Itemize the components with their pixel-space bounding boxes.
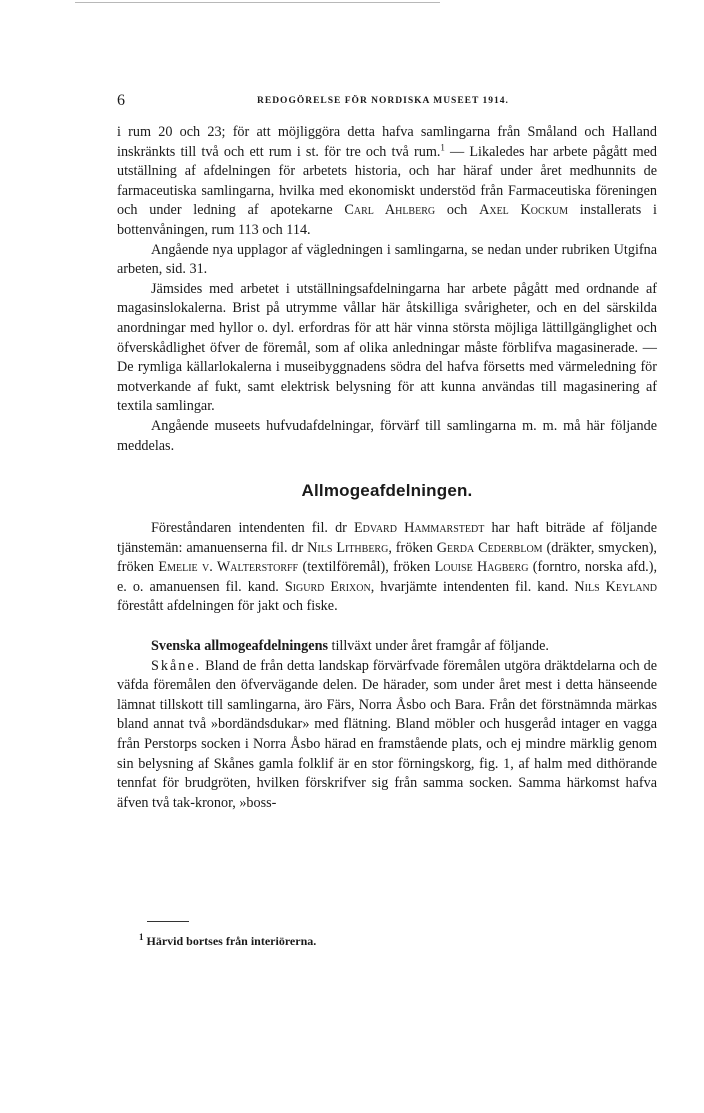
running-head: REDOGÖRELSE FÖR NORDISKA MUSEET 1914. — [257, 96, 509, 106]
paragraph-5-text: förestått afdelningen för jakt och fiske. — [117, 598, 338, 615]
footnote-mark: 1 — [139, 932, 144, 942]
footnote-text: Härvid bortses från interiörerna. — [143, 934, 317, 948]
paragraph-1 — [117, 123, 657, 241]
province-name: Skåne. — [151, 657, 202, 674]
top-edge-rule — [75, 2, 440, 3]
page-header — [117, 92, 657, 110]
spacer — [117, 456, 657, 480]
person-name: Emelie v. Walterstorff — [158, 559, 299, 576]
subheading-inline: Svenska allmogeafdelningens — [151, 638, 328, 655]
paragraph-5-text: (textilföremål), fröken — [298, 559, 435, 576]
paragraph-5-text: , hvarjämte intendenten fil. kand. — [370, 578, 575, 595]
footnote-rule — [147, 921, 189, 922]
footnote — [139, 934, 316, 948]
paragraph-6-text: tillväxt under året framgår af följande. — [327, 638, 549, 655]
person-name: Edvard Hammarstedt — [354, 520, 485, 537]
paragraph-3: Jämsides med arbetet i utställningsafdelningarna har arbete pågått med ordnande af magasinslokalerna. Brist på utrymme vållar här åtskilliga svårigheter, och en del särskilda anordningar med hyllor o. dyl. erfordras för att här vinna största möjliga lättillgänglighet och öfverskådlighet öfver de föremål, som af olika anledningar måste förblifva magasinerade. — De rymliga källarlokalerna i museibyggnadens södra del hafva försetts med värmeledning för motverkande af fukt, samt elektrisk belysning för att kunna användas till magasinering af textila samlingar. — [117, 280, 657, 415]
paragraph-5-text: Föreståndaren intendenten fil. dr — [151, 520, 355, 537]
person-name: Axel Kockum — [479, 202, 569, 219]
person-name: Carl Ahlberg — [344, 202, 436, 219]
paragraph-7-text: Bland de från detta landskap förvärfvade föremålen utgöra dräktdelarna och de väfda föremålen den öfvervägande delen. De härader, som under året mest i detta hänseende lämnat tillskott till samlingarna, äro Färs, Norra Åsbo och Bara. Från det förstnämnda märkas bland annat två »bordändsdukar» med flätning. Bland möbler och husgeråd intager en vagga från Perstorps socken i Norra Åsbo härad en framstående plats, och ej mindre märklig genom sin belysning af Skånes gamla folklif är en stor förningskorg, fig. 1, af halm med dithörande tennfat för brudgröten, hvilken förskrifver sig från samma socken. Samma härkomst hafva äfven två tak-kronor, »boss- — [117, 657, 657, 811]
paragraph-5-text: , fröken — [388, 539, 437, 556]
paragraph-5-text: har haft biträde af följande tjänstemän: amanuenserna fil. dr — [117, 520, 657, 556]
paragraph-1-text-c: och — [435, 202, 480, 219]
paragraph-4: Angående museets hufvudafdelningar, förvärf till samlingarna m. m. må här följande meddelas. — [117, 417, 657, 454]
paragraph-5-text: (dräkter, smycken), fröken — [117, 539, 657, 576]
person-name: Louise Hagberg — [434, 559, 529, 576]
section-heading: Allmogeafdelningen. — [301, 481, 473, 501]
body-text — [117, 123, 657, 813]
paragraph-1-text-a: i rum 20 och 23; för att möjliggöra detta hafva samlingarna från Småland och Halland inskränkts till två och ett rum i st. för tre och två rum. — [117, 124, 657, 160]
page-number: 6 — [117, 92, 125, 109]
paragraph-7 — [117, 657, 657, 814]
spacer — [117, 502, 657, 519]
person-name: Sigurd Erixon — [284, 578, 371, 595]
paragraph-6 — [117, 637, 657, 657]
paragraph-5-text: (forntro, norska afd.), e. o. amanuensen fil. kand. — [117, 559, 658, 595]
footnote-reference: 1 — [440, 141, 445, 152]
spacer — [117, 617, 657, 637]
person-name: Nils Lithberg — [307, 539, 389, 556]
paragraph-2: Angående nya upplagor af vägledningen i samlingarna, se nedan under rubriken Utgifna arbeten, sid. 31. — [117, 241, 657, 278]
person-name: Nils Keyland — [574, 578, 657, 595]
paragraph-1-text-d: installerats i bottenvåningen, rum 113 och 114. — [117, 202, 657, 238]
paragraph-1-text-b: — Likaledes har arbete pågått med utställning af afdelningen för arbetets historia, och har häraf under året medhunnits de farmaceutiska samlingarna, hvilka med ekonomiskt understöd från Farmaceutiska föreningen och under ledning af apotekarne — [117, 143, 657, 219]
paragraph-5 — [117, 519, 657, 617]
person-name: Gerda Cederblom — [436, 539, 543, 556]
